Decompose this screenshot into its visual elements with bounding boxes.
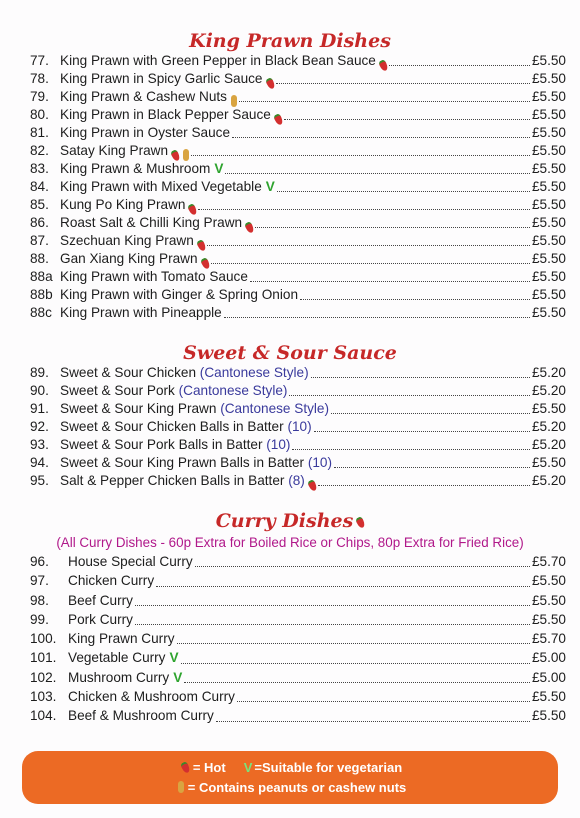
item-name: Gan Xiang King Prawn — [60, 251, 198, 266]
item-number: 79. — [30, 89, 49, 104]
item-name: Szechuan King Prawn — [60, 233, 194, 248]
item-number: 88a — [30, 269, 53, 284]
dot-leader — [250, 280, 530, 282]
item-price: £5.20 — [531, 419, 566, 434]
menu-item — [0, 124, 580, 142]
item-number: 97. — [30, 573, 49, 589]
item-number: 88. — [30, 251, 49, 266]
item-name: King Prawn & Cashew Nuts — [60, 89, 227, 104]
menu-item — [0, 178, 580, 196]
item-price: £5.50 — [531, 179, 566, 194]
item-price: £5.50 — [531, 251, 566, 266]
item-name: Salt & Pepper Chicken Balls in Batter — [60, 473, 285, 488]
item-number: 93. — [30, 437, 49, 452]
item-name: Sweet & Sour Chicken Balls in Batter — [60, 419, 284, 434]
item-name: King Prawn in Black Pepper Sauce — [60, 107, 271, 122]
dot-leader — [135, 623, 530, 625]
vegetarian-icon: V — [265, 179, 275, 194]
menu-item — [0, 268, 580, 286]
menu-item — [0, 610, 580, 629]
menu-item — [0, 629, 580, 648]
item-price: £5.20 — [531, 473, 566, 488]
item-number: 95. — [30, 473, 49, 488]
dot-leader — [289, 394, 530, 396]
item-number: 99. — [30, 611, 49, 627]
item-price: £5.50 — [531, 233, 566, 248]
dot-leader — [198, 208, 530, 210]
menu-item — [0, 196, 580, 214]
menu-item — [0, 571, 580, 590]
legend-line-1 — [178, 758, 402, 778]
legend-box — [22, 751, 558, 804]
item-price: £5.70 — [531, 554, 566, 569]
vegetarian-icon: V — [214, 161, 224, 176]
menu-item — [0, 250, 580, 268]
section-title: Sweet & Sour Sauce — [183, 342, 397, 364]
menu-item — [0, 382, 580, 400]
dot-leader — [135, 604, 530, 606]
item-price: £5.50 — [531, 161, 566, 176]
section-title-text: Curry Dishes — [215, 510, 354, 532]
menu-item — [0, 304, 580, 322]
item-number: 104. — [30, 708, 57, 724]
dot-leader — [184, 681, 530, 683]
chilli-icon — [355, 516, 366, 529]
nut-icon — [183, 149, 189, 161]
item-name: Pork Curry — [68, 611, 133, 627]
item-name: King Prawn with Mixed Vegetable — [60, 179, 262, 194]
menu-item — [0, 88, 580, 106]
dot-leader — [181, 662, 530, 664]
item-price: £5.00 — [531, 650, 566, 666]
dot-leader — [277, 190, 530, 192]
item-price: £5.00 — [531, 669, 566, 685]
item-name: King Prawn with Ginger & Spring Onion — [60, 287, 299, 302]
sweet-sour-section — [0, 342, 580, 490]
item-name: Sweet & Sour King Prawn Balls in Batter — [60, 455, 305, 470]
item-note: (10) — [307, 455, 333, 470]
item-note: (10) — [266, 437, 291, 452]
menu-list — [0, 364, 580, 490]
item-name: Satay King Prawn — [60, 143, 169, 158]
menu-item — [0, 454, 580, 472]
chilli-icon — [307, 479, 318, 492]
item-note: (Cantonese Style) — [199, 365, 309, 380]
item-price: £5.50 — [531, 689, 566, 705]
menu-list — [0, 52, 580, 322]
menu-item — [0, 552, 580, 571]
legend-nut-label: = Contains peanuts or cashew nuts — [187, 779, 407, 795]
item-number: 83. — [30, 161, 49, 176]
dot-leader — [156, 585, 530, 587]
dot-leader — [225, 172, 530, 174]
menu-item — [0, 142, 580, 160]
menu-item — [0, 436, 580, 454]
legend-veg-label: =Suitable for vegetarian — [254, 759, 403, 775]
item-name: King Prawn Curry — [68, 631, 175, 647]
item-name: Kung Po King Prawn — [60, 197, 186, 212]
menu-item — [0, 648, 580, 667]
vegetarian-icon: V — [243, 759, 253, 775]
menu-item — [0, 706, 580, 725]
item-note: (Cantonese Style) — [178, 383, 288, 398]
menu-item — [0, 160, 580, 178]
dot-leader — [232, 136, 530, 138]
item-price: £5.70 — [531, 631, 566, 647]
item-number: 96. — [30, 554, 49, 569]
item-price: £5.20 — [531, 383, 566, 398]
dot-leader — [177, 642, 530, 644]
item-number: 101. — [30, 650, 57, 666]
menu-item — [0, 418, 580, 436]
menu-item — [0, 687, 580, 706]
vegetarian-icon: V — [169, 650, 179, 666]
item-price: £5.20 — [531, 437, 566, 452]
menu-item — [0, 52, 580, 70]
dot-leader — [276, 82, 530, 84]
section-title: King Prawn Dishes — [189, 30, 391, 52]
item-name: Sweet & Sour Pork — [60, 383, 175, 398]
item-name: Beef Curry — [68, 592, 133, 608]
item-number: 98. — [30, 592, 49, 608]
item-number: 80. — [30, 107, 49, 122]
item-number: 77. — [30, 53, 49, 68]
item-note: (Cantonese Style) — [220, 401, 330, 416]
nut-icon — [231, 95, 237, 107]
nut-icon — [178, 781, 184, 793]
menu-item — [0, 400, 580, 418]
item-name: King Prawn with Green Pepper in Black Bean Sauce — [60, 53, 376, 68]
item-name: King Prawn with Tomato Sauce — [60, 269, 248, 284]
item-number: 103. — [30, 689, 57, 705]
menu-item — [0, 591, 580, 610]
item-price: £5.50 — [531, 592, 566, 608]
menu-item — [0, 232, 580, 250]
item-number: 78. — [30, 71, 49, 86]
menu-list — [0, 552, 580, 726]
dot-leader — [239, 100, 530, 102]
item-name: Chicken & Mushroom Curry — [68, 689, 235, 705]
item-price: £5.50 — [531, 215, 566, 230]
item-number: 89. — [30, 365, 49, 380]
item-number: 94. — [30, 455, 49, 470]
item-number: 88c — [30, 305, 52, 320]
item-number: 84. — [30, 179, 49, 194]
curry-section — [0, 510, 580, 726]
dot-leader — [331, 412, 530, 414]
item-number: 88b — [30, 287, 53, 302]
item-price: £5.50 — [531, 107, 566, 122]
item-name: Roast Salt & Chilli King Prawn — [60, 215, 243, 230]
dot-leader — [300, 298, 530, 300]
dot-leader — [292, 448, 530, 450]
item-price: £5.50 — [531, 287, 566, 302]
menu-item — [0, 286, 580, 304]
item-number: 91. — [30, 401, 49, 416]
item-name: King Prawn with Pineapple — [60, 305, 222, 320]
menu-item — [0, 364, 580, 382]
item-note: (8) — [288, 473, 305, 488]
item-price: £5.50 — [531, 197, 566, 212]
vegetarian-icon: V — [173, 669, 183, 685]
menu-item — [0, 668, 580, 687]
item-name: Sweet & Sour Chicken — [60, 365, 197, 380]
dot-leader — [207, 244, 530, 246]
dot-leader — [224, 316, 530, 318]
item-price: £5.50 — [531, 708, 566, 724]
dot-leader — [237, 700, 530, 702]
item-name: Sweet & Sour King Prawn — [60, 401, 217, 416]
item-number: 100. — [30, 631, 57, 647]
item-price: £5.50 — [531, 455, 566, 470]
dot-leader — [191, 154, 530, 156]
dot-leader — [318, 484, 530, 486]
item-name: Sweet & Sour Pork Balls in Batter — [60, 437, 263, 452]
item-name: Beef & Mushroom Curry — [68, 708, 214, 724]
dot-leader — [389, 64, 530, 66]
item-price: £5.50 — [531, 125, 566, 140]
item-price: £5.50 — [531, 269, 566, 284]
item-name: King Prawn & Mushroom — [60, 161, 211, 176]
item-number: 81. — [30, 125, 49, 140]
item-price: £5.50 — [531, 89, 566, 104]
dot-leader — [216, 720, 530, 722]
dot-leader — [334, 466, 530, 468]
item-number: 90. — [30, 383, 49, 398]
item-price: £5.50 — [531, 305, 566, 320]
curry-extras-note: (All Curry Dishes - 60p Extra for Boiled Rice or Chips, 80p Extra for Fried Rice) — [56, 535, 524, 550]
item-number: 82. — [30, 143, 49, 158]
item-name: Chicken Curry — [68, 573, 155, 589]
dot-leader — [314, 430, 530, 432]
item-number: 92. — [30, 419, 49, 434]
item-name: King Prawn in Spicy Garlic Sauce — [60, 71, 263, 86]
dot-leader — [284, 118, 530, 120]
dot-leader — [195, 565, 530, 567]
item-price: £5.50 — [531, 611, 566, 627]
item-price: £5.50 — [531, 143, 566, 158]
item-price: £5.50 — [531, 401, 566, 416]
item-price: £5.50 — [531, 53, 566, 68]
item-price: £5.50 — [531, 71, 566, 86]
item-number: 85. — [30, 197, 49, 212]
legend-hot-label: = Hot — [192, 759, 226, 775]
menu-item — [0, 472, 580, 490]
item-name: King Prawn in Oyster Sauce — [60, 125, 231, 140]
menu-item — [0, 70, 580, 88]
item-name: Mushroom Curry — [68, 669, 170, 685]
menu-item — [0, 214, 580, 232]
dot-leader — [311, 376, 530, 378]
chilli-icon — [180, 761, 191, 774]
item-name: House Special Curry — [68, 554, 193, 569]
item-number: 86. — [30, 215, 49, 230]
item-note: (10) — [287, 419, 312, 434]
item-name: Vegetable Curry — [68, 650, 166, 666]
menu-item — [0, 106, 580, 124]
king-prawn-section — [0, 30, 580, 322]
item-number: 102. — [30, 669, 57, 685]
section-title — [0, 510, 580, 532]
item-number: 87. — [30, 233, 49, 248]
dot-leader — [255, 226, 530, 228]
dot-leader — [211, 262, 530, 264]
item-price: £5.20 — [531, 365, 566, 380]
legend-line-2 — [174, 778, 407, 798]
item-price: £5.50 — [531, 573, 566, 589]
